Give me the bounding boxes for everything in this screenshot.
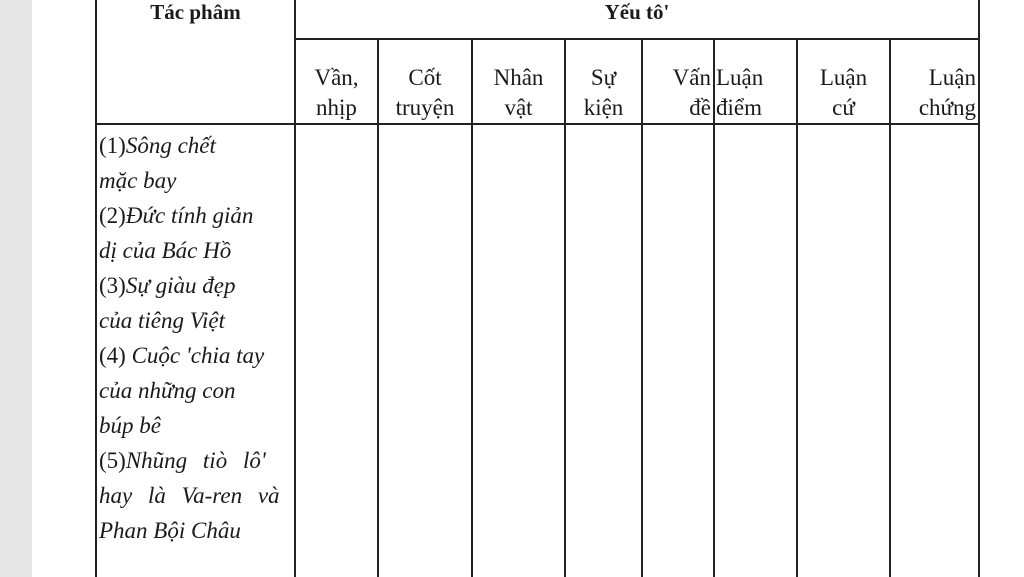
work-line <box>99 513 294 548</box>
cell-luan-cu[interactable] <box>797 124 890 577</box>
work-title-line: Đức tính giản <box>125 203 254 228</box>
works-list-cell <box>96 124 295 577</box>
column-header-line: truyện <box>395 95 455 120</box>
work-line <box>99 408 294 443</box>
column-header-van-de <box>642 39 714 124</box>
column-header-line: Sự <box>590 65 617 90</box>
column-header-cot-truyen <box>378 39 472 124</box>
works-elements-table <box>95 0 980 577</box>
work-item-1 <box>99 128 294 163</box>
work-line <box>99 233 294 268</box>
column-header-line: chứng <box>918 95 976 120</box>
work-item-4 <box>99 338 294 373</box>
cell-su-kien[interactable] <box>565 124 642 577</box>
work-line <box>99 163 294 198</box>
work-item-2 <box>99 198 294 233</box>
column-header-su-kien <box>565 39 642 124</box>
header-work-cell <box>96 0 295 124</box>
column-header-line: vật <box>504 95 533 120</box>
column-header-nhan-vat <box>472 39 565 124</box>
column-header-line: Nhân <box>493 65 544 90</box>
header-work-label: Tác phâm <box>150 0 241 24</box>
column-header-line: đề <box>689 95 711 120</box>
cell-cot-truyen[interactable] <box>378 124 472 577</box>
cell-van-nhip[interactable] <box>295 124 378 577</box>
work-number: (4) <box>99 343 126 368</box>
work-number: (3) <box>99 273 126 298</box>
work-title-line: dị của Bác Hồ <box>99 238 232 263</box>
work-title-line: hay là Va-ren và <box>99 483 280 508</box>
work-line <box>99 373 294 408</box>
cell-luan-chung[interactable] <box>890 124 979 577</box>
work-number: (5) <box>99 448 126 473</box>
column-header-van-nhip <box>295 39 378 124</box>
work-title-line: Cuộc 'chia tay <box>125 343 265 368</box>
header-group-label: Yếu tô' <box>604 0 670 24</box>
work-title-line: Sông chết <box>125 133 216 158</box>
column-header-luan-cu <box>797 39 890 124</box>
work-line <box>99 303 294 338</box>
header-group-cell <box>295 0 979 39</box>
works-row <box>96 124 979 577</box>
work-title-line: của tiêng Việt <box>99 308 226 333</box>
work-title-line: búp bê <box>99 413 161 438</box>
work-title-line: của những con <box>99 378 236 403</box>
cell-luan-diem[interactable] <box>714 124 797 577</box>
column-header-line: Cốt <box>408 65 442 90</box>
column-header-line: cứ <box>832 95 855 120</box>
column-header-line: nhịp <box>316 95 357 120</box>
cell-van-de[interactable] <box>642 124 714 577</box>
column-header-line: Luận <box>928 65 976 90</box>
column-header-line: điểm <box>716 95 762 120</box>
column-header-line: Vấn <box>672 65 711 90</box>
column-header-line: kiện <box>583 95 624 120</box>
work-number: (2) <box>99 203 126 228</box>
work-title-line: Nhũng tiò lô' <box>125 448 266 473</box>
work-item-5 <box>99 443 294 478</box>
document-page <box>32 0 1024 577</box>
header-row-1 <box>96 0 979 39</box>
column-header-line: Vần, <box>314 65 359 90</box>
work-line <box>99 478 294 513</box>
work-title-line: Sự giàu đẹp <box>125 273 236 298</box>
work-title-line: mặc bay <box>99 168 177 193</box>
work-item-3 <box>99 268 294 303</box>
cell-nhan-vat[interactable] <box>472 124 565 577</box>
column-header-line: Luận <box>819 65 868 90</box>
column-header-luan-chung <box>890 39 979 124</box>
column-header-line: Luận <box>716 65 764 90</box>
column-header-luan-diem <box>714 39 797 124</box>
work-title-line: Phan Bội Châu <box>99 518 241 543</box>
work-number: (1) <box>99 133 126 158</box>
